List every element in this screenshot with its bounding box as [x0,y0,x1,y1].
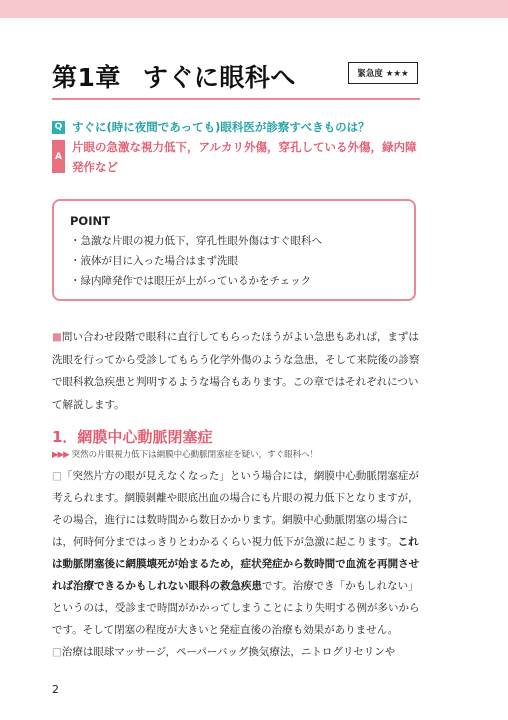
chapter-title [52,58,296,94]
section-subtitle-text: 突然の片眼視力低下は網膜中心動脈閉塞症を疑い，すぐ眼科へ！ [71,450,319,460]
chapter-number: 第1章 [52,63,121,92]
point-item: ・液体が目に入った場合はまず洗眼 [70,255,238,267]
checkbox-marker-icon: □ [52,646,62,658]
checkbox-marker-icon: □ [52,470,62,482]
intro-paragraph [52,326,424,416]
question-row [52,118,422,136]
q-badge: Q [52,121,65,134]
section-title: 1．網膜中心動脈閉塞症 [52,428,213,446]
urgency-badge: 緊急度 ★★★ [348,62,418,84]
emphasis-text: これは動脈閉塞後に網膜壊死が始まるため，症状発症から数時間で血流を再開させれば治療できるかもしれない眼科の救急疾患 [52,536,420,592]
body-text [52,465,424,663]
paragraph [52,465,424,641]
point-item: ・緑内障発作では眼圧が上がっているかをチェック [70,275,312,287]
square-marker-icon: ■ [52,331,62,343]
paragraph-text: 「突然片方の眼が見えなくなった」という場合には，網膜中心動脈閉塞症が考えられます。網膜剝離や眼底出血の場合にも片眼の視力低下となりますが，その場合，進行には数時間から数日かかります。網膜中心動脈閉塞の場合には，何時何分まではっきりとわかるくらい視力低下が急激に起こります。 [52,470,419,548]
question-text: すぐに(時に夜間であっても)眼科医が診察すべきものは？ [72,120,370,134]
paragraph-text: です。治療でき「かもしれない」というのは，受診まで時間がかかってしまうことにより失明する例が多いからです。そして閉塞の程度が大きいと発症直後の治療も効果がありません。 [52,580,420,636]
chapter-heading: すぐに眼科へ [142,63,296,92]
intro-text: 問い合わせ段階で眼科に直行してもらったほうがよい急患もあれば，まずは洗眼を行ってから受診してもらう化学外傷のような急患，そして来院後の診察で眼科救急疾患と判明するような場合もあります。この章ではそれぞれについて解説します。 [52,331,420,411]
title-divider [52,98,420,100]
point-title: POINT [70,214,110,228]
answer-text: 片眼の急激な視力低下，アルカリ外傷，穿孔している外傷，緑内障発作など [72,140,417,174]
paragraph [52,641,424,663]
paragraph-text: 治療は眼球マッサージ，ペーパーバッグ換気療法，ニトログリセリンや [61,646,396,658]
header-band [0,0,508,18]
point-item: ・急激な片眼の視力低下，穿孔性眼外傷はすぐ眼科へ [70,235,322,247]
a-badge: A [52,140,65,173]
point-box [52,199,416,301]
answer-row [52,137,422,177]
page-number: 2 [52,683,59,696]
triple-arrow-icon: ▶▶▶ [52,450,69,460]
section-subtitle [52,448,318,460]
